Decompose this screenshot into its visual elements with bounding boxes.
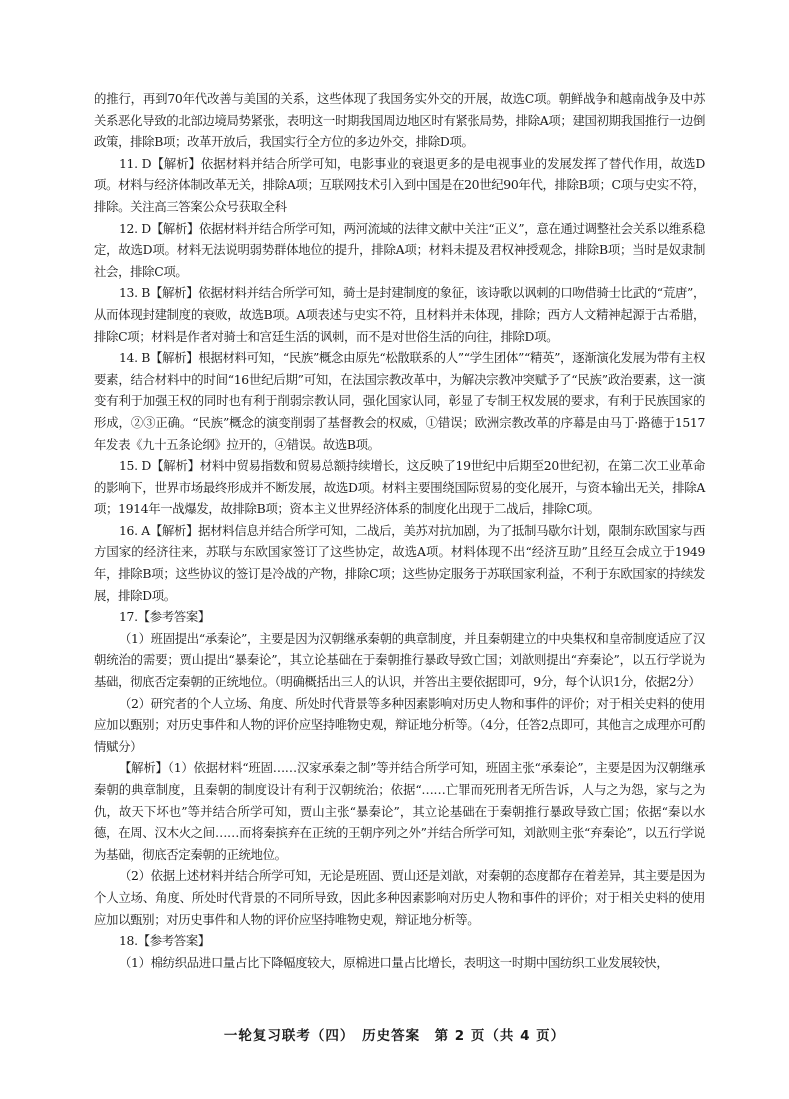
answer-14: 14. B【解析】根据材料可知，“民族”概念由原先“松散联系的人”“学生团体”“精英”，逐渐演化发展为带有主权要素，结合材料中的时间“16世纪后期”可知，在法国宗教改革中，为解决宗教冲突赋予了“民族”政治要素，这一演变有利于加强王权的同时也有利于削弱宗教认同，强化国家认同，彰显了专制王权发展的要求，有利于民族国家的形成，②③正确。“民族”概念的演变削弱了基督教会的权威，①错误；欧洲宗教改革的序幕是由马丁·路德于1517年发表《九十五条论纲》拉开的，④错误。故选B项。: [94, 350, 705, 452]
answer-15: 15. D【解析】材料中贸易指数和贸易总额持续增长，这反映了19世纪中后期至20世纪初，在第二次工业革命的影响下，世界市场最终形成并不断发展，故选D项。材料主要围绕国际贸易的变化展开，与资本输出无关，排除A项；1914年一战爆发，故排除B项；资本主义世界经济体系的制度化出现于二战后，排除C项。: [94, 458, 705, 517]
answer-11: 11. D【解析】依据材料并结合所学可知，电影事业的衰退更多的是电视事业的发展发挥了替代作用，故选D项。材料与经济体制改革无关，排除A项；互联网技术引入到中国是在20世纪90年代，排除B项；C项与史实不符，排除。关注高三答案公众号获取全科: [94, 155, 705, 214]
answer-17-analysis-1: 【解析】（1）依据材料“班固……汉家承秦之制”等并结合所学可知，班固主张“承秦论”，主要是因为汉朝继承秦朝的典章制度，且秦朝的制度设计有利于汉朝统治；依据“……亡罪而死刑者无所告诉，人与之为怨，家与之为仇，故天下坏也”等并结合所学可知，贾山主张“暴秦论”，其立论基础在于秦朝推行暴政导致亡国；依据“秦以水德，在周、汉木火之间……而将秦摈弃在正统的王朝序列之外”并结合所学可知，刘歆则主张“弃秦论”，以五行学说为基础，彻底否定秦朝的正统地位。: [94, 760, 705, 862]
page-footer: 一轮复习联考（四） 历史答案 第 2 页（共 4 页）: [223, 1028, 566, 1044]
answer-13: 13. B【解析】依据材料并结合所学可知，骑士是封建制度的象征，该诗歌以讽刺的口吻借骑士比武的“荒唐”，从而体现封建制度的衰败，故选B项。A项表述与史实不符，且材料并未体现，排除；西方人文精神起源于古希腊，排除C项；材料是作者对骑士和宫廷生活的讽刺，而不是对世俗生活的向往，排除D项。: [94, 285, 705, 344]
answer-16: 16. A【解析】据材料信息并结合所学可知，二战后，美苏对抗加剧，为了抵制马歇尔计划，限制东欧国家与西方国家的经济往来，苏联与东欧国家签订了这些协定，故选A项。材料体现不出“经济互助”且经互会成立于1949年，排除B项；这些协议的签订是冷战的产物，排除C项；这些协定服务于苏联国家利益，不利于东欧国家的持续发展，排除D项。: [94, 522, 705, 603]
answer-17-heading: 17.【参考答案】: [119, 609, 210, 625]
answer-18-part-1: （1）棉纺织品进口量占比下降幅度较大，原棉进口量占比增长，表明这一时期中国纺织工业发展较快，: [119, 954, 669, 970]
answer-18-heading: 18.【参考答案】: [119, 933, 210, 949]
answer-17-part-1: （1）班固提出“承秦论”，主要是因为汉朝继承秦朝的典章制度，并且秦朝建立的中央集权和皇帝制度适应了汉朝统治的需要；贾山提出“暴秦论”，其立论基础在于秦朝推行暴政导致亡国；刘歆则提出“弃秦论”，以五行学说为基础，彻底否定秦朝的正统地位。（明确概括出三人的认识，并答出主要依据即可，9分，每个认识1分，依据2分）: [94, 630, 705, 690]
answer-17-part-2: （2）研究者的个人立场、角度、所处时代背景等多种因素影响对历史人物和事件的评价；对于相关史料的使用应加以甄别；对历史事件和人物的评价应坚持唯物史观，辩证地分析等。（4分，任答2点即可，其他言之成理亦可酌情赋分）: [94, 695, 705, 754]
answer-17-analysis-2: （2）依据上述材料并结合所学可知，无论是班固、贾山还是刘歆，对秦朝的态度都存在着差异，其主要是因为个人立场、角度、所处时代背景的不同所导致，因此多种因素影响对历史人物和事件的评价；对于相关史料的使用应加以甄别；对历史事件和人物的评价应坚持唯物史观，辩证地分析等。: [94, 868, 705, 927]
paragraph-continuation: 的推行，再到70年代改善与美国的关系，这些体现了我国务实外交的开展，故选C项。朝鲜战争和越南战争及中苏关系恶化导致的北部边境局势紧张，表明这一时期我国周边地区时有紧张局势，排除A项；建国初期我国推行一边倒政策，排除B项；改革开放后，我国实行全方位的多边外交，排除D项。: [94, 91, 705, 150]
answer-12: 12. D【解析】依据材料并结合所学可知，两河流域的法律文献中关注“正义”，意在通过调整社会关系以维系稳定，故选D项。材料无法说明弱势群体地位的提升，排除A项；材料未提及君权神授观念，排除B项；当时是奴隶制社会，排除C项。: [94, 220, 705, 279]
